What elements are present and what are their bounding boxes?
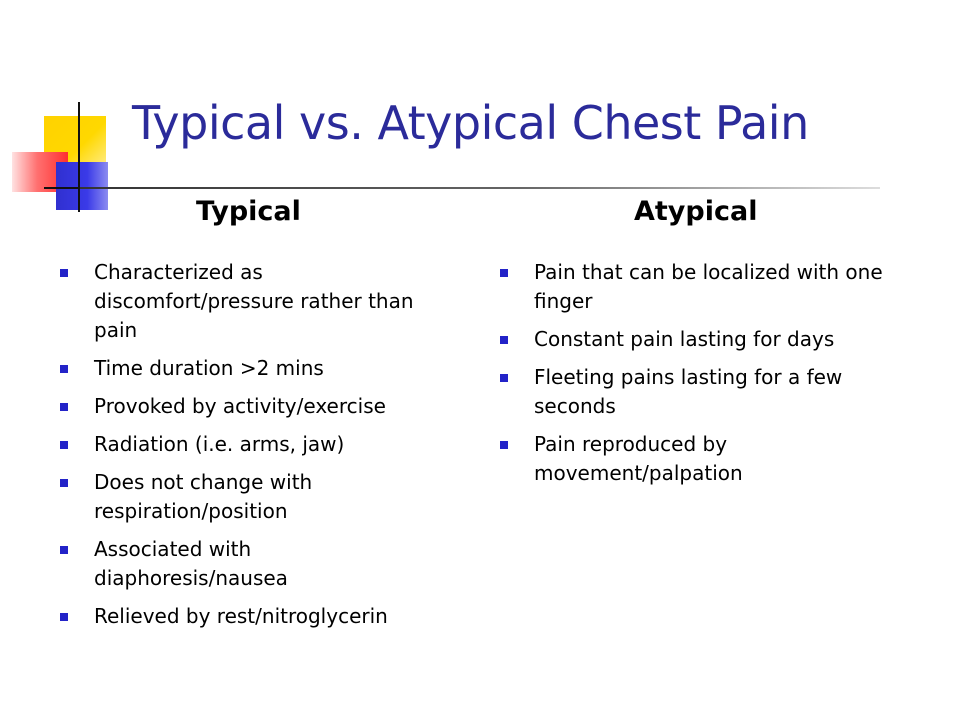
typical-list [60,258,440,640]
square-bullet-icon [60,403,68,411]
slide-title: Typical vs. Atypical Chest Pain [132,96,809,150]
square-bullet-icon [60,613,68,621]
title-divider [80,187,880,189]
list-item [60,535,440,593]
square-bullet-icon [60,441,68,449]
color-blocks-logo [0,0,140,230]
list-item [60,258,440,345]
list-item-text: Associated with diaphoresis/nausea [94,537,288,590]
square-bullet-icon [500,441,508,449]
list-item [60,468,440,526]
square-bullet-icon [60,365,68,373]
list-item [60,430,440,459]
list-item [60,602,440,631]
list-item-text: Constant pain lasting for days [534,327,835,351]
list-item [500,258,910,316]
list-item-text: Pain reproduced by movement/palpation [534,432,743,485]
list-item-text: Relieved by rest/nitroglycerin [94,604,388,628]
list-item-text: Provoked by activity/exercise [94,394,386,418]
square-bullet-icon [500,336,508,344]
square-bullet-icon [60,546,68,554]
atypical-heading: Atypical [634,196,758,227]
atypical-list [500,258,910,497]
list-item-text: Pain that can be localized with one finger [534,260,883,313]
list-item-text: Does not change with respiration/position [94,470,313,523]
typical-heading: Typical [196,196,301,227]
square-bullet-icon [60,269,68,277]
list-item [500,430,910,488]
square-bullet-icon [500,269,508,277]
list-item-text: Time duration >2 mins [94,356,324,380]
list-item [60,392,440,421]
list-item-text: Radiation (i.e. arms, jaw) [94,432,345,456]
blue-square [56,162,108,210]
list-item-text: Fleeting pains lasting for a few seconds [534,365,843,418]
list-item [500,325,910,354]
list-item-text: Characterized as discomfort/pressure rather than pain [94,260,414,342]
list-item [60,354,440,383]
list-item [500,363,910,421]
square-bullet-icon [500,374,508,382]
square-bullet-icon [60,479,68,487]
logo-vertical-line [78,102,80,212]
